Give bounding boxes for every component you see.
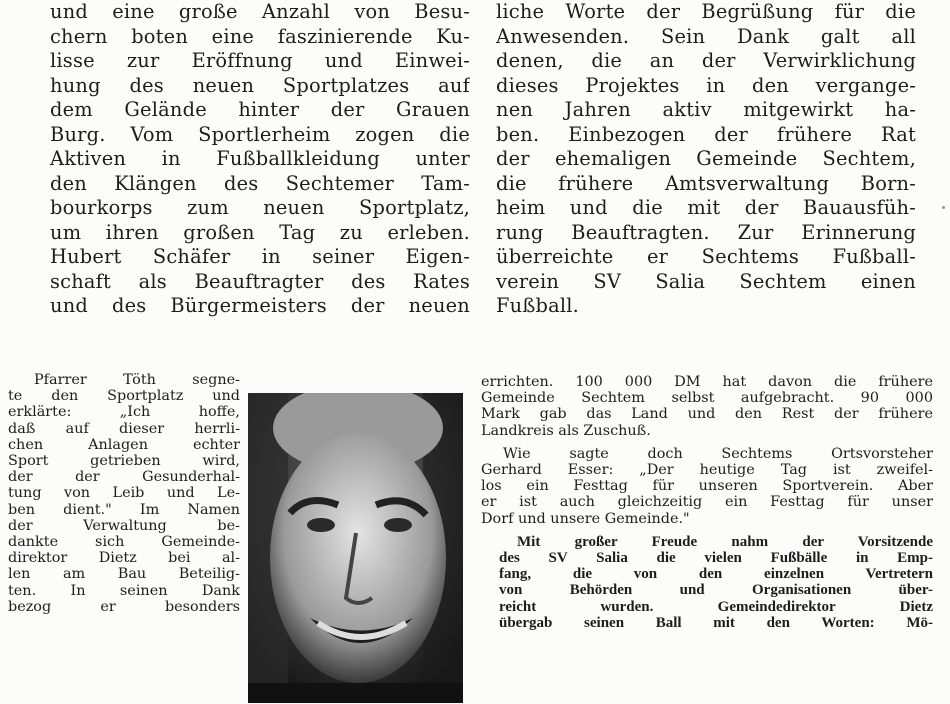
text-line: Hubert Schäfer in seiner Eigen- bbox=[50, 245, 470, 268]
text-line: der ehemaligen Gemeinde Sechtem, bbox=[496, 147, 916, 170]
text-line: Landkreis als Zuschuß. bbox=[481, 422, 651, 439]
text-line: liche Worte der Begrüßung für die bbox=[496, 0, 916, 23]
paragraph-gap bbox=[481, 527, 933, 534]
text-line: los ein Festtag für unseren Sportverein. Aber bbox=[481, 478, 933, 495]
text-line: Fußball. bbox=[496, 294, 580, 317]
article-column-top-left bbox=[50, 0, 470, 345]
text-line: dem Gelände hinter der Grauen bbox=[50, 98, 470, 121]
text-line: fang, die von den einzelnen Vertretern bbox=[499, 566, 933, 583]
text-line: ben. Einbezogen der frühere Rat bbox=[496, 122, 916, 146]
text-line: errichten. 100 000 DM hat davon die frühere bbox=[481, 374, 933, 390]
text-line: er ist auch gleichzeitig ein Festtag für unser bbox=[481, 494, 933, 511]
text-line: Anwesenden. Sein Dank galt all bbox=[496, 24, 916, 48]
text-line: len am Bau Beteilig- bbox=[8, 566, 240, 583]
text-line: tung von Leib und Le- bbox=[8, 485, 240, 502]
text-line: übergab seinen Ball mit den Worten: Mö- bbox=[499, 614, 933, 631]
dust-speck bbox=[942, 206, 945, 209]
text-line: direktor Dietz bei al- bbox=[8, 550, 240, 567]
text-line: heim und die mit der Bauausfüh- bbox=[496, 196, 916, 219]
text-line: Aktiven in Fußballkleidung unter bbox=[50, 147, 470, 170]
text-line: und des Bürgermeisters der neuen bbox=[50, 294, 470, 317]
text-line: dankte sich Gemeinde- bbox=[8, 534, 240, 551]
text-line: von Behörden und Organisationen über- bbox=[499, 582, 933, 599]
text-line: Dorf und unsere Gemeinde." bbox=[481, 510, 690, 527]
text-line: rung Beauftragten. Zur Erinnerung bbox=[496, 220, 916, 244]
text-line: Gerhard Esser: „Der heutige Tag ist zweifel- bbox=[481, 462, 933, 479]
text-line: um ihren großen Tag zu erleben. bbox=[50, 220, 470, 244]
text-line: Mit großer Freude nahm der Vorsitzende bbox=[517, 533, 933, 550]
text-line: schaft als Beauftragter des Rates bbox=[50, 269, 470, 293]
text-line: erklärte: „Ich hoffe, bbox=[8, 404, 240, 421]
text-line: der der Gesunderhal- bbox=[8, 469, 240, 486]
article-column-bottom-right bbox=[481, 374, 933, 704]
text-line: überreichte er Sechtems Fußball- bbox=[496, 245, 916, 268]
text-line: den Klängen des Sechtemer Tam- bbox=[50, 171, 470, 195]
portrait-photo bbox=[248, 393, 463, 703]
text-line: chen Anlagen echter bbox=[8, 436, 240, 453]
text-line: Pfarrer Töth segne- bbox=[34, 372, 240, 388]
text-line: Sport getrieben wird, bbox=[8, 453, 240, 470]
text-line: te den Sportplatz und bbox=[8, 388, 240, 405]
text-line: des SV Salia die vielen Fußbälle in Emp- bbox=[499, 550, 933, 567]
text-line: daß auf dieser herrli- bbox=[8, 420, 240, 437]
text-line: Wie sagte doch Sechtems Ortsvorsteher bbox=[503, 445, 933, 462]
text-line: verein SV Salia Sechtem einen bbox=[496, 269, 916, 293]
text-line: chern boten eine faszinierende Ku- bbox=[50, 24, 470, 48]
text-line: Burg. Vom Sportlerheim zogen die bbox=[50, 122, 470, 146]
paragraph-gap bbox=[481, 439, 933, 446]
text-line: bourkorps zum neuen Sportplatz, bbox=[50, 196, 470, 219]
text-line: ben dient." Im Namen bbox=[8, 501, 240, 518]
text-line: nen Jahren aktiv mitgewirkt ha- bbox=[496, 98, 916, 121]
text-line: die frühere Amtsverwaltung Born- bbox=[496, 171, 916, 195]
text-line: bezog er besonders bbox=[8, 598, 240, 615]
text-line: denen, die an der Verwirklichung bbox=[496, 49, 916, 72]
text-line: ten. In seinen Dank bbox=[8, 582, 240, 599]
text-line: Gemeinde Sechtem selbst aufgebracht. 90 000 bbox=[481, 390, 933, 407]
article-column-top-right bbox=[496, 0, 916, 345]
text-line: lisse zur Eröffnung und Einwei- bbox=[50, 49, 470, 72]
text-line: reicht wurden. Gemeindedirektor Dietz bbox=[499, 598, 933, 615]
text-line: und eine große Anzahl von Besu- bbox=[50, 0, 470, 23]
text-line: dieses Projektes in den vergange- bbox=[496, 73, 916, 97]
text-line: hung des neuen Sportplatzes auf bbox=[50, 73, 470, 97]
text-line: der Verwaltung be- bbox=[8, 517, 240, 534]
article-column-bottom-left bbox=[8, 372, 240, 702]
text-line: Mark gab das Land und den Rest der frühere bbox=[481, 406, 933, 423]
